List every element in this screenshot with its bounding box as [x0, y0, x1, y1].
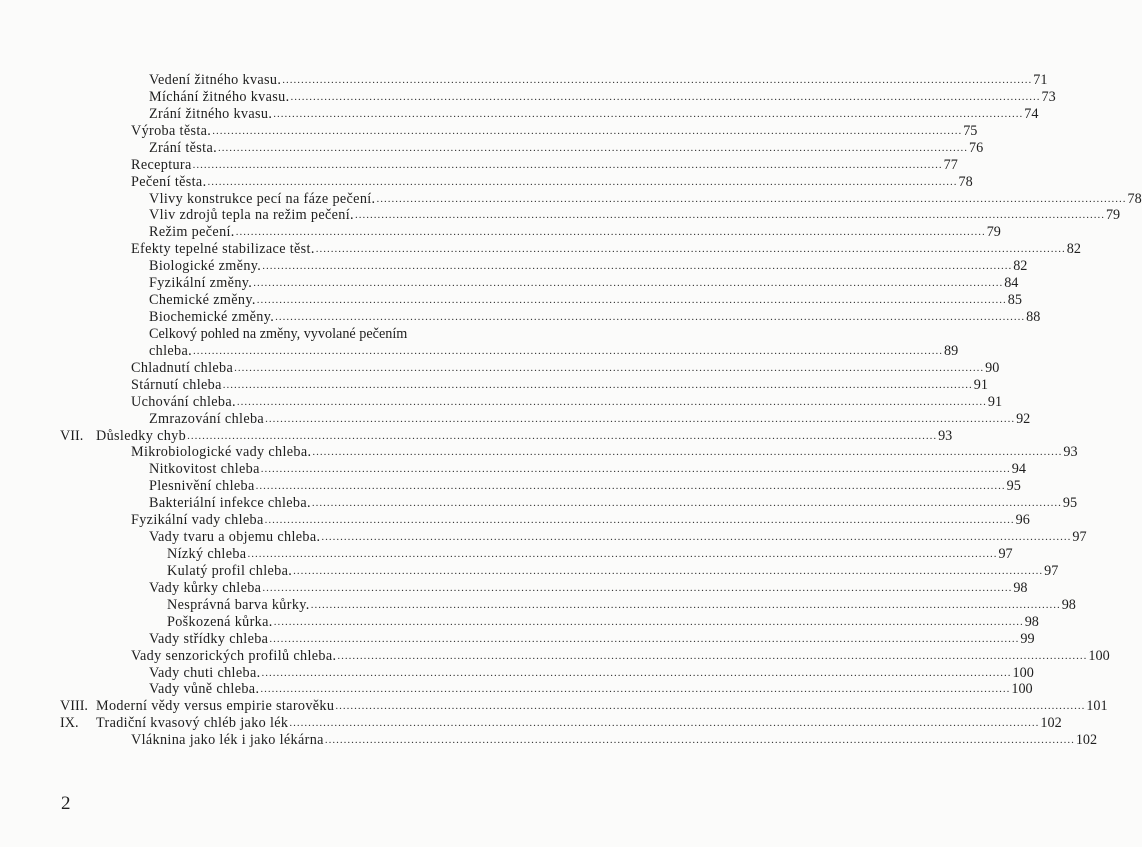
toc-entry-title: Mikrobiologické vady chleba.: [131, 444, 312, 461]
toc-page-number: 89: [944, 342, 959, 359]
toc-page-number: 91: [987, 393, 1003, 410]
toc-entry[interactable]: [131, 173, 973, 191]
dot-leader: ........................................................................................................................................................................................................: [282, 74, 1033, 86]
toc-entry-title: Plesnivění chleba: [149, 478, 255, 495]
dot-leader: ........................................................................................................................................................................................................: [264, 514, 1015, 527]
toc-page-number: 88: [1026, 309, 1041, 326]
toc-entry-title: Biologické změny.: [149, 258, 262, 275]
toc-entry[interactable]: [131, 732, 1098, 749]
toc-entry[interactable]: [149, 326, 538, 343]
dot-leader: ........................................................................................................................................................................................................: [324, 734, 1075, 747]
chapter-number: IX.: [60, 715, 79, 732]
dot-leader: ........................................................................................................................................................................................................: [193, 344, 944, 357]
toc-entry[interactable]: [96, 698, 1108, 715]
toc-entry[interactable]: [149, 72, 1048, 89]
toc-entry[interactable]: [149, 139, 984, 157]
toc-entry[interactable]: [149, 309, 1041, 326]
toc-entry-title: Receptura: [131, 156, 192, 173]
toc-entry[interactable]: [167, 613, 1039, 631]
dot-leader: ........................................................................................................................................................................................................: [354, 209, 1105, 222]
toc-page-number: 78: [958, 173, 973, 190]
toc-page-number: 102: [1075, 732, 1098, 749]
toc-page-number: 71: [1033, 72, 1048, 88]
toc-entry[interactable]: [149, 105, 1039, 123]
dot-leader: ........................................................................................................................................................................................................: [256, 294, 1007, 307]
toc-entry-title: Vady kůrky chleba: [149, 579, 262, 596]
toc-entry[interactable]: [149, 461, 1026, 478]
toc-entry[interactable]: [131, 359, 1000, 377]
toc-entry-continuation[interactable]: [149, 342, 959, 360]
toc-entry-title: Vady střídky chleba: [149, 630, 269, 647]
toc-page-number: 92: [1016, 410, 1031, 427]
toc-entry[interactable]: [131, 647, 1110, 665]
toc-page-number: 93: [1063, 444, 1078, 461]
toc-entry[interactable]: [131, 444, 1078, 461]
toc-entry-title: Míchání žitného kvasu.: [149, 88, 290, 105]
toc-entry-title: Zrání těsta.: [149, 139, 218, 156]
toc-entry-title: Chemické změny.: [149, 292, 256, 309]
dot-leader: ........................................................................................................................................................................................................: [269, 632, 1020, 645]
toc-entry[interactable]: [149, 275, 1019, 292]
toc-entry-title: Biochemické změny.: [149, 309, 275, 326]
dot-leader: ........................................................................................................................................................................................................: [293, 564, 1044, 577]
toc-page-number: 94: [1011, 461, 1026, 478]
toc-entry-title: Uchování chleba.: [131, 393, 236, 410]
toc-page-number: 96: [1015, 512, 1030, 529]
toc-entry[interactable]: [167, 546, 1013, 563]
toc-entry-title: Vady senzorických profilů chleba.: [131, 647, 337, 664]
toc-page-number: 77: [943, 156, 958, 173]
toc-entry[interactable]: [149, 292, 1022, 309]
toc-entry[interactable]: [149, 410, 1031, 428]
toc-entry-title: Vady vůně chleba.: [149, 681, 260, 698]
toc-entry-title: Tradiční kvasový chléb jako lék: [96, 715, 289, 732]
toc-entry-title: Zrání žitného kvasu.: [149, 105, 273, 122]
toc-page-number: 90: [985, 359, 1000, 376]
toc-entry-title: Nitkovitost chleba: [149, 461, 260, 478]
dot-leader: ........................................................................................................................................................................................................: [255, 480, 1006, 493]
toc-page-number: 93: [938, 427, 953, 444]
toc-entry-title: Fyzikální změny.: [149, 275, 253, 292]
dot-leader: ........................................................................................................................................................................................................: [273, 107, 1024, 120]
toc-page-number: 98: [1024, 613, 1039, 630]
toc-page-number: 100: [1011, 681, 1033, 698]
dot-leader: ........................................................................................................................................................................................................: [312, 446, 1063, 459]
toc-entry[interactable]: [167, 596, 1076, 614]
toc-entry-title: Bakteriální infekce chleba.: [149, 495, 311, 512]
toc-page-number: 97: [1072, 529, 1087, 546]
toc-entry-title: Nesprávná barva kůrky.: [167, 596, 310, 613]
chapter-number: VIII.: [60, 698, 88, 715]
dot-leader: ........................................................................................................................................................................................................: [262, 260, 1013, 273]
dot-leader: ........................................................................................................................................................................................................: [187, 429, 938, 442]
dot-leader: ........................................................................................................................................................................................................: [315, 243, 1066, 256]
toc-page-number: 84: [1004, 275, 1019, 292]
toc-page-number: 75: [963, 122, 978, 139]
toc-page-number: 85: [1007, 292, 1022, 309]
toc-page-number: 74: [1024, 105, 1039, 122]
toc-entry[interactable]: [167, 562, 1059, 580]
toc-entry-title: Důsledky chyb: [96, 427, 187, 444]
toc-entry[interactable]: [96, 715, 1062, 732]
dot-leader: ........................................................................................................................................................................................................: [275, 311, 1026, 324]
toc-page-number: 97: [998, 546, 1013, 563]
dot-leader: ........................................................................................................................................................................................................: [265, 412, 1016, 425]
dot-leader: ........................................................................................................................................................................................................: [311, 497, 1062, 510]
toc-page-number: 79: [1105, 207, 1121, 224]
toc-entry-title: Celkový pohled na změny, vyvolané pečením: [149, 325, 408, 342]
toc-entry[interactable]: [96, 427, 953, 445]
toc-entry-title: Vliv zdrojů tepla na režim pečení.: [149, 207, 354, 224]
toc-entry-title: Režim pečení.: [149, 224, 235, 241]
toc-entry[interactable]: [149, 258, 1028, 275]
toc-entry-title: Efekty tepelné stabilizace těst.: [131, 241, 315, 258]
toc-entry[interactable]: [131, 241, 1081, 258]
toc-page-number: 76: [969, 139, 984, 156]
toc-entry-title: Vláknina jako lék i jako lékárna: [131, 732, 324, 749]
page-number: 2: [61, 793, 71, 814]
toc-page-number: 73: [1041, 88, 1056, 105]
dot-leader: ........................................................................................................................................................................................................: [236, 395, 987, 408]
toc-entry-title-continuation: chleba.: [149, 342, 193, 359]
dot-leader: ........................................................................................................................................................................................................: [290, 90, 1041, 103]
toc-entry[interactable]: [149, 664, 1034, 682]
toc-entry-title: Fyzikální vady chleba: [131, 512, 264, 529]
toc-entry[interactable]: [131, 156, 958, 174]
dot-leader: ........................................................................................................................................................................................................: [260, 463, 1011, 476]
toc-entry-title: Stárnutí chleba: [131, 376, 222, 393]
toc-entry-title: Zmrazování chleba: [149, 410, 265, 427]
toc-entry[interactable]: [149, 478, 1021, 495]
dot-leader: ........................................................................................................................................................................................................: [192, 158, 943, 171]
dot-leader: ........................................................................................................................................................................................................: [337, 649, 1088, 662]
toc-page-number: 101: [1086, 698, 1108, 715]
dot-leader: ........................................................................................................................................................................................................: [335, 700, 1086, 713]
dot-leader: ........................................................................................................................................................................................................: [222, 378, 973, 391]
toc-entry[interactable]: [149, 529, 1087, 546]
dot-leader: ........................................................................................................................................................................................................: [260, 683, 1011, 696]
toc-page-number: 100: [1012, 664, 1034, 681]
toc-entry-title: Nízký chleba: [167, 546, 247, 563]
chapter-number: VII.: [60, 427, 84, 444]
toc-entry-title: Vedení žitného kvasu.: [149, 72, 282, 88]
dot-leader: ........................................................................................................................................................................................................: [321, 531, 1072, 544]
dot-leader: ........................................................................................................................................................................................................: [207, 175, 958, 188]
toc-entry[interactable]: [149, 495, 1078, 512]
toc-entry-title: Pečení těsta.: [131, 173, 207, 190]
toc-page-number: 95: [1062, 495, 1078, 512]
dot-leader: ........................................................................................................................................................................................................: [310, 598, 1061, 611]
toc-page-number: 95: [1006, 478, 1021, 495]
toc-page-number: 78: [1127, 190, 1142, 207]
dot-leader: ........................................................................................................................................................................................................: [262, 581, 1013, 594]
dot-leader: ........................................................................................................................................................................................................: [234, 361, 985, 374]
dot-leader: ........................................................................................................................................................................................................: [273, 615, 1024, 628]
toc-entry-title: Poškozená kůrka.: [167, 613, 273, 630]
toc-entry[interactable]: [149, 224, 1001, 241]
toc-entry[interactable]: [131, 512, 1030, 529]
toc-entry[interactable]: [149, 681, 1033, 698]
toc-entry-title: Výroba těsta.: [131, 122, 212, 139]
toc-entry[interactable]: [131, 376, 988, 394]
toc-entry-title: Vady tvaru a objemu chleba.: [149, 529, 321, 546]
toc-entry[interactable]: [149, 88, 1056, 106]
dot-leader: ........................................................................................................................................................................................................: [212, 124, 963, 137]
toc-entry[interactable]: [149, 579, 1028, 597]
toc-entry-title: Moderní vědy versus empirie starověku: [96, 698, 335, 715]
toc-page-number: 100: [1088, 647, 1110, 664]
toc-entry[interactable]: [149, 190, 1142, 208]
toc-entry-title: Kulatý profil chleba.: [167, 562, 293, 579]
dot-leader: ........................................................................................................................................................................................................: [253, 277, 1004, 290]
toc-page-number: 82: [1013, 258, 1028, 275]
dot-leader: ........................................................................................................................................................................................................: [218, 141, 969, 154]
toc-entry[interactable]: [131, 122, 978, 140]
dot-leader: ........................................................................................................................................................................................................: [261, 666, 1012, 679]
dot-leader: ........................................................................................................................................................................................................: [247, 548, 998, 561]
toc-entry[interactable]: [149, 630, 1035, 648]
toc-entry-title: Vady chuti chleba.: [149, 664, 261, 681]
toc-entry[interactable]: [131, 393, 1003, 411]
toc-page-number: 97: [1044, 562, 1059, 579]
toc-page-number: 98: [1061, 596, 1076, 613]
toc-page-number: 102: [1040, 715, 1062, 732]
toc-page-number: 91: [973, 376, 988, 393]
toc-page-number: 79: [986, 224, 1001, 241]
dot-leader: ........................................................................................................................................................................................................: [235, 226, 986, 239]
dot-leader: ........................................................................................................................................................................................................: [289, 717, 1040, 730]
toc-page-number: 82: [1066, 241, 1081, 258]
dot-leader: ........................................................................................................................................................................................................: [376, 192, 1127, 205]
toc-entry-title: Chladnutí chleba: [131, 359, 234, 376]
toc-page-number: 98: [1013, 579, 1028, 596]
toc-entry-title: Vlivy konstrukce pecí na fáze pečení.: [149, 190, 376, 207]
toc-page-number: 99: [1020, 630, 1035, 647]
toc-entry[interactable]: [149, 207, 1121, 224]
